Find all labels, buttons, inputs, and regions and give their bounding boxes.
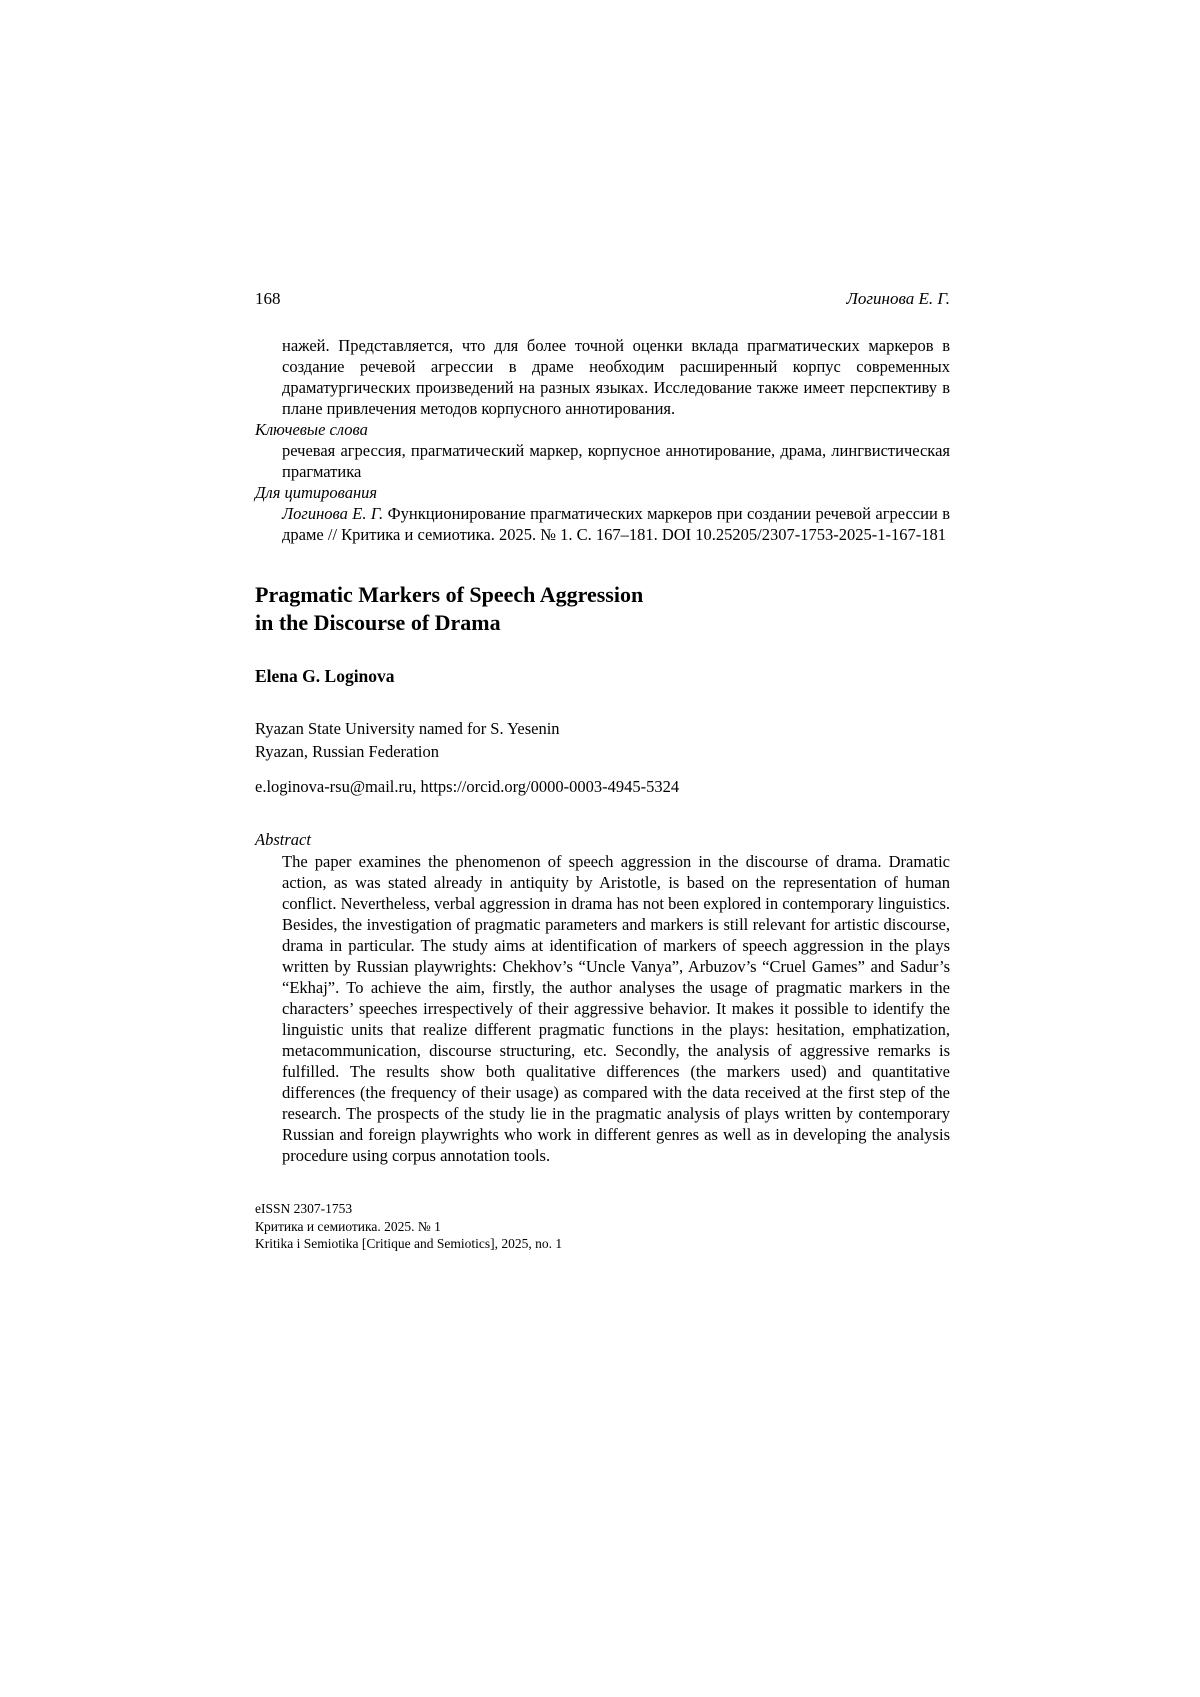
page-header	[255, 288, 950, 309]
page-footer	[255, 1200, 562, 1253]
running-head-author: Логинова Е. Г.	[846, 289, 950, 308]
keywords-heading: Ключевые слова	[255, 420, 368, 439]
page-number: 168	[255, 289, 281, 308]
abstract-text: The paper examines the phenomenon of speech aggression in the discourse of drama. Dramatic action, as was stated already in antiquity by Aristotle, is based on the representation of human conflict. Nevertheless, verbal aggression in drama has not been explored in contemporary linguistics. Besides, the investigation of pragmatic parameters and markers is still relevant for artistic discourse, drama in particular. The study aims at identification of markers of speech aggression in the plays written by Russian playwrights: Chekhov’s “Uncle Vanya”, Arbuzov’s “Cruel Games” and Sadur’s “Ekhaj”. To achieve the aim, firstly, the author analyses the usage of pragmatic markers in the characters’ speeches irrespectively of their aggressive behavior. It makes it possible to identify the linguistic units that realize different pragmatic functions in the plays: hesitation, emphatization, metacommunication, discourse structuring, etc. Secondly, the analysis of aggressive remarks is fulfilled. The results show both qualitative differences (the markers used) and quantitative differences (the frequency of their usage) as compared with the data received at the first step of the research. The prospects of the study lie in the pragmatic analysis of plays written by contemporary Russian and foreign playwrights who work in different genres as well as in developing the analysis procedure using corpus annotation tools.	[282, 852, 950, 1165]
footer-journal-title-ru: Критика и семиотика. 2025. № 1	[255, 1218, 441, 1234]
author-name: Elena G. Loginova	[255, 666, 395, 686]
keywords-text: речевая агрессия, прагматический маркер, корпусное аннотирование, драма, лингвистическая прагматика	[282, 441, 950, 481]
footer-eissn: eISSN 2307-1753	[255, 1201, 353, 1216]
citation-text: Функционирование прагматических маркеров при создании речевой агрессии в драме // Критика и семиотика. 2025. № 1. С. 167–181. DOI 10.25205/2307-1753-2025-1-167-181	[282, 504, 950, 544]
abstract-heading: Abstract	[255, 830, 311, 849]
citation-author: Логинова Е. Г.	[282, 504, 384, 523]
article-title: Pragmatic Markers of Speech Aggression in the Discourse of Drama	[255, 582, 644, 635]
affiliation: Ryazan State University named for S. Yesenin Ryazan, Russian Federation	[255, 719, 560, 761]
russian-continuation-paragraph: нажей. Представляется, что для более точной оценки вклада прагматических маркеров в создание речевой агрессии в драме необходим расширенный корпус современных драматургических произведений на разных языках. Исследование также имеет перспективу в плане привлечения методов корпусного аннотирования.	[282, 336, 950, 418]
footer-journal-title-en: Kritika i Semiotika [Critique and Semiotics], 2025, no. 1	[255, 1236, 563, 1251]
citation-paragraph	[282, 503, 950, 545]
citation-heading: Для цитирования	[255, 483, 378, 502]
contact-line: e.loginova-rsu@mail.ru, https://orcid.org/0000-0003-4945-5324	[255, 777, 680, 796]
